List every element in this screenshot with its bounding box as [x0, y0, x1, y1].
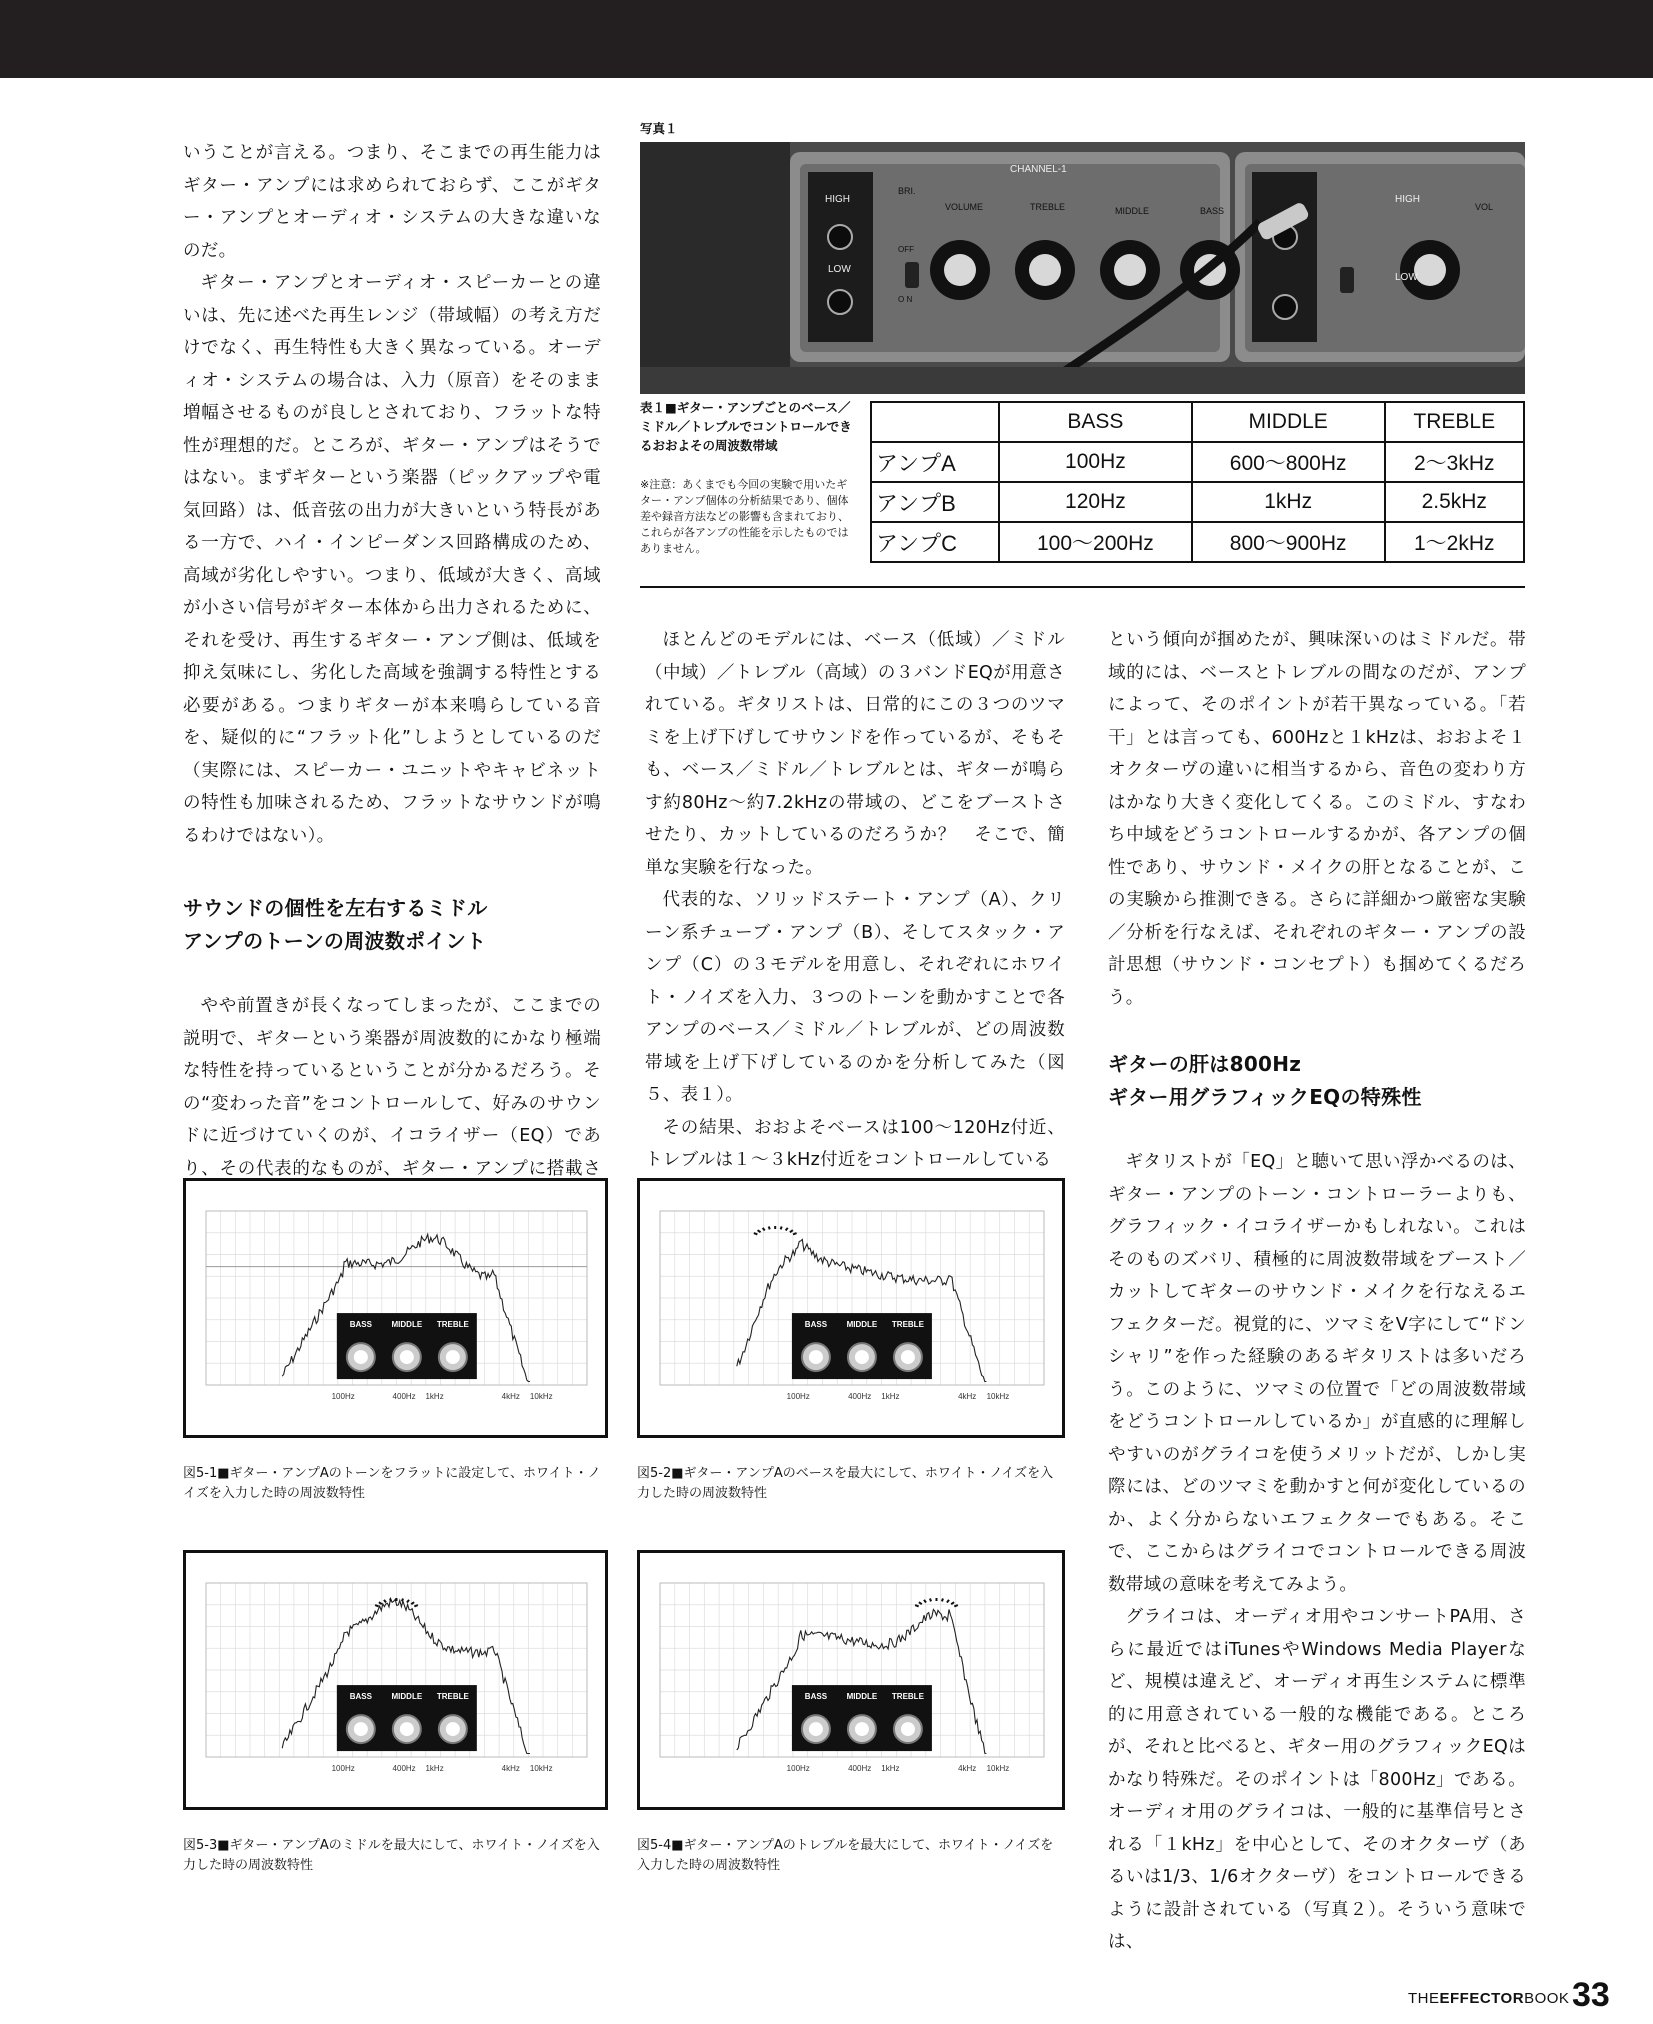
x-tick-label: 400Hz	[392, 1764, 416, 1773]
section-rule	[640, 586, 1525, 588]
x-tick-label: 400Hz	[392, 1392, 416, 1401]
panel-volume-label: VOLUME	[945, 202, 984, 212]
x-tick-label: 10kHz	[986, 1764, 1010, 1773]
panel-channel-label: CHANNEL-1	[1010, 164, 1067, 175]
knob-label: TREBLE	[891, 1320, 924, 1330]
column-1	[183, 137, 601, 1218]
panel-high-label: HIGH	[825, 194, 850, 205]
knob-label: BASS	[804, 1320, 828, 1330]
knob-label: BASS	[349, 1320, 372, 1330]
table-header-cell: BASS	[999, 402, 1192, 442]
x-tick-label: 100Hz	[786, 1764, 810, 1773]
x-tick-label: 10kHz	[529, 1392, 553, 1401]
body-paragraph: いうことが言える。つまり、そこまでの再生能力はギター・アンプには求められておらず、ここがギター・アンプとオーディオ・システムの大きな違いなのだ。	[183, 143, 601, 261]
knob-label: TREBLE	[436, 1320, 469, 1330]
knob-label: TREBLE	[436, 1692, 469, 1702]
knob-label: MIDDLE	[391, 1320, 423, 1330]
frequency-response-plot	[640, 1553, 1062, 1807]
x-tick-label: 4kHz	[958, 1764, 977, 1773]
x-tick-label: 1kHz	[881, 1392, 900, 1401]
table-header-row	[871, 402, 1524, 442]
section-heading: ギターの肝は800Hz	[1108, 1052, 1302, 1076]
table-cell: 2.5kHz	[1385, 482, 1524, 522]
table-cell: 2〜3kHz	[1385, 442, 1524, 482]
section-heading: ギター用グラフィックEQの特殊性	[1108, 1085, 1422, 1109]
table-cell: 600〜800Hz	[1192, 442, 1385, 482]
panel-low-label: LOW	[828, 264, 851, 275]
table-cell: 120Hz	[999, 482, 1192, 522]
table-row	[871, 522, 1524, 562]
table-row	[871, 482, 1524, 522]
column-3	[1108, 624, 1526, 1959]
body-paragraph: やや前置きが長くなってしまったが、ここまでの説明で、ギターという楽器が周波数的にかなり極端な特性を持っているということが分かるだろう。その“変わった音”をコントロールして、好みのサウンドに近づけていくのが、イコライザー（EQ）であり、その代表的なものが、ギター・アンプに搭載さ	[183, 996, 601, 1179]
body-paragraph: グライコは、オーディオ用やコンサートPA用、さらに最近ではiTunesやWindows Media Playerなど、規模は違えど、オーディオ再生システムに標準的に用意されている一般的な機能である。ところが、それと比べると、ギター用のグラフィックEQはかなり特殊だ。そのポイントは「800Hz」である。オーディオ用のグライコは、一般的に基準信号とされる「１kHz」を中心として、そのオクターヴ（あるいは1/3、1/6オクターヴ）をコントロールできるように設計されている（写真２）。そういう意味では、	[1108, 1607, 1526, 1952]
column-2	[645, 624, 1065, 1177]
x-tick-label: 10kHz	[986, 1392, 1010, 1401]
amp-panel-illustration	[640, 142, 1525, 394]
table1-note: ※注意：あくまでも今回の実験で用いたギター・アンプ個体の分析結果であり、個体差や録音方法などの影響も含まれており、これらが各アンプの性能を示したものではありません。	[640, 478, 849, 555]
knob-label: BASS	[349, 1692, 372, 1702]
table-cell: 100Hz	[999, 442, 1192, 482]
table-header-cell: TREBLE	[1385, 402, 1524, 442]
knob-label: MIDDLE	[846, 1692, 878, 1702]
frequency-response-plot	[640, 1181, 1062, 1435]
panel-low-label-2: LOW	[1395, 272, 1418, 283]
table-cell: 100〜200Hz	[999, 522, 1192, 562]
figure-5-3-caption: 図5-3■ギター・アンプAのミドルを最大にして、ホワイト・ノイズを入力した時の周波数特性	[183, 1838, 600, 1873]
figure-5-4-caption: 図5-4■ギター・アンプAのトレブルを最大にして、ホワイト・ノイズを入力した時の周波数特性	[637, 1838, 1054, 1873]
panel-high-label-2: HIGH	[1395, 194, 1420, 205]
panel-off-label: OFF	[898, 245, 914, 254]
table1-caption: 表１■ギター・アンプごとのベース／ミドル／トレブルでコントロールできるおおよその周波数帯域	[640, 400, 852, 453]
body-paragraph: という傾向が掴めたが、興味深いのはミドルだ。帯域的には、ベースとトレブルの間なのだが、アンプによって、そのポイントが若干異なっている。「若干」とは言っても、600Hzと１kHzは、おおよそ１オクターヴの違いに相当するから、音色の変わり方はかなり大きく変化してくる。このミドル、すなわち中域をどうコントロールするかが、各アンプの個性であり、サウンド・メイクの肝となることが、この実験から推測できる。さらに詳細かつ厳密な実験／分析を行なえば、それぞれのギター・アンプの設計思想（サウンド・コンセプト）も掴めてくるだろう。	[1108, 630, 1526, 1008]
body-paragraph: ギタリストが「EQ」と聴いて思い浮かべるのは、ギター・アンプのトーン・コントローラーよりも、グラフィック・イコライザーかもしれない。これはそのものズバリ、積極的に周波数帯域をブースト／カットしてギターのサウンド・メイクを行なえるエフェクターだ。視覚的に、ツマミをV字にして“ドンシャリ”を作った経験のあるギタリストは多いだろう。このように、ツマミの位置で「どの周波数帯域をどうコントロールしているか」が直感的に理解しやすいのがグライコを使うメリットだが、しかし実際には、どのツマミを動かすと何が変化しているのか、よく分からないエフェクターでもある。そこで、ここからはグライコでコントロールできる周波数帯域の意味を考えてみよう。	[1108, 1152, 1526, 1595]
knob-label: TREBLE	[891, 1692, 924, 1702]
photo1-amp-panel	[640, 142, 1525, 394]
figure-5-2	[637, 1178, 1065, 1438]
figure-5-1	[183, 1178, 608, 1438]
figure-5-4	[637, 1550, 1065, 1810]
section-heading: アンプのトーンの周波数ポイント	[183, 929, 487, 953]
page-number: 33	[1572, 1976, 1610, 2014]
knob-label: BASS	[804, 1692, 828, 1702]
panel-middle-label: MIDDLE	[1115, 206, 1150, 216]
knob-label: MIDDLE	[391, 1692, 423, 1702]
body-paragraph: 代表的な、ソリッドステート・アンプ（A）、クリーン系チューブ・アンプ（B）、そしてスタック・アンプ（C）の３モデルを用意し、それぞれにホワイト・ノイズを入力、３つのトーンを動かすことで各アンプのベース／ミドル／トレブルが、どの周波数帯域を上げ下げしているのかを分析してみた（図５、表１）。	[645, 890, 1065, 1105]
panel-treble-label: TREBLE	[1030, 202, 1066, 212]
table-cell: 1〜2kHz	[1385, 522, 1524, 562]
top-bar	[0, 0, 1653, 78]
body-paragraph: ギター・アンプとオーディオ・スピーカーとの違いは、先に述べた再生レンジ（帯域幅）の考え方だけでなく、再生特性も大きく異なっている。オーディオ・システムの場合は、入力（原音）をそのまま増幅させるものが良しとされており、フラットな特性が理想的だ。ところが、ギター・アンプはそうではない。まずギターという楽器（ピックアップや電気回路）は、低音弦の出力が大きいという特長がある一方で、ハイ・インピーダンス回路構成のため、高域が劣化しやすい。つまり、低域が大きく、高域が小さい信号がギター本体から出力されるために、それを受け、再生するギター・アンプ側は、低域を抑え気味にし、劣化した高域を強調する特性とする必要がある。つまりギターが本来鳴らしている音を、疑似的に“フラット化”しようとしているのだ（実際には、スピーカー・ユニットやキャビネットの特性も加味されるため、フラットなサウンドが鳴るわけではない）。	[183, 273, 601, 846]
x-tick-label: 100Hz	[786, 1392, 810, 1401]
figure-5-1-caption: 図5-1■ギター・アンプAのトーンをフラットに設定して、ホワイト・ノイズを入力した時の周波数特性	[183, 1466, 601, 1501]
table-row-header: アンプC	[871, 522, 999, 562]
footer-brand	[1408, 1990, 1569, 2007]
figure-5-3	[183, 1550, 608, 1810]
frequency-response-plot	[186, 1553, 605, 1807]
table-header-cell: MIDDLE	[1192, 402, 1385, 442]
body-paragraph: ほとんどのモデルには、ベース（低域）／ミドル（中域）／トレブル（高域）の３バンドEQが用意されている。ギタリストは、日常的にこの３つのツマミを上げ下げしてサウンドを作っているが、そもそも、ベース／ミドル／トレブルとは、ギターが鳴らす約80Hz〜約7.2kHzの帯域の、どこをブーストさせたり、カットしているのだろうか？ そこで、簡単な実験を行なった。	[645, 630, 1065, 878]
brand-bold: EFFECTOR	[1439, 1990, 1525, 2007]
x-tick-label: 400Hz	[848, 1764, 872, 1773]
x-tick-label: 1kHz	[425, 1392, 444, 1401]
panel-vol-label: VOL	[1475, 202, 1494, 212]
body-paragraph: その結果、おおよそベースは100〜120Hz付近、トレブルは１〜３kHz付近をコントロールしている	[645, 1117, 1065, 1170]
table-cell: 800〜900Hz	[1192, 522, 1385, 562]
photo1-label: 写真１	[640, 121, 678, 136]
x-tick-label: 100Hz	[331, 1392, 355, 1401]
table1	[870, 401, 1525, 563]
panel-bass-label: BASS	[1200, 206, 1225, 216]
table-header-cell	[871, 402, 999, 442]
knob-label: MIDDLE	[846, 1320, 878, 1330]
x-tick-label: 4kHz	[958, 1392, 977, 1401]
table-row-header: アンプB	[871, 482, 999, 522]
table-cell: 1kHz	[1192, 482, 1385, 522]
brand-suffix: BOOK	[1524, 1990, 1570, 2007]
x-tick-label: 1kHz	[881, 1764, 900, 1773]
x-tick-label: 4kHz	[501, 1392, 520, 1401]
x-tick-label: 10kHz	[529, 1764, 553, 1773]
brand-prefix: THE	[1408, 1990, 1440, 2007]
x-tick-label: 400Hz	[848, 1392, 872, 1401]
x-tick-label: 4kHz	[501, 1764, 520, 1773]
x-tick-label: 100Hz	[331, 1764, 355, 1773]
frequency-response-plot	[186, 1181, 605, 1435]
section-heading: サウンドの個性を左右するミドル	[183, 896, 488, 920]
panel-on-label: O N	[898, 295, 913, 304]
figure-5-2-caption: 図5-2■ギター・アンプAのベースを最大にして、ホワイト・ノイズを入力した時の周波数特性	[637, 1466, 1054, 1501]
x-tick-label: 1kHz	[425, 1764, 444, 1773]
panel-bri-label: BRI.	[898, 186, 916, 196]
table-row-header: アンプA	[871, 442, 999, 482]
table-row	[871, 442, 1524, 482]
